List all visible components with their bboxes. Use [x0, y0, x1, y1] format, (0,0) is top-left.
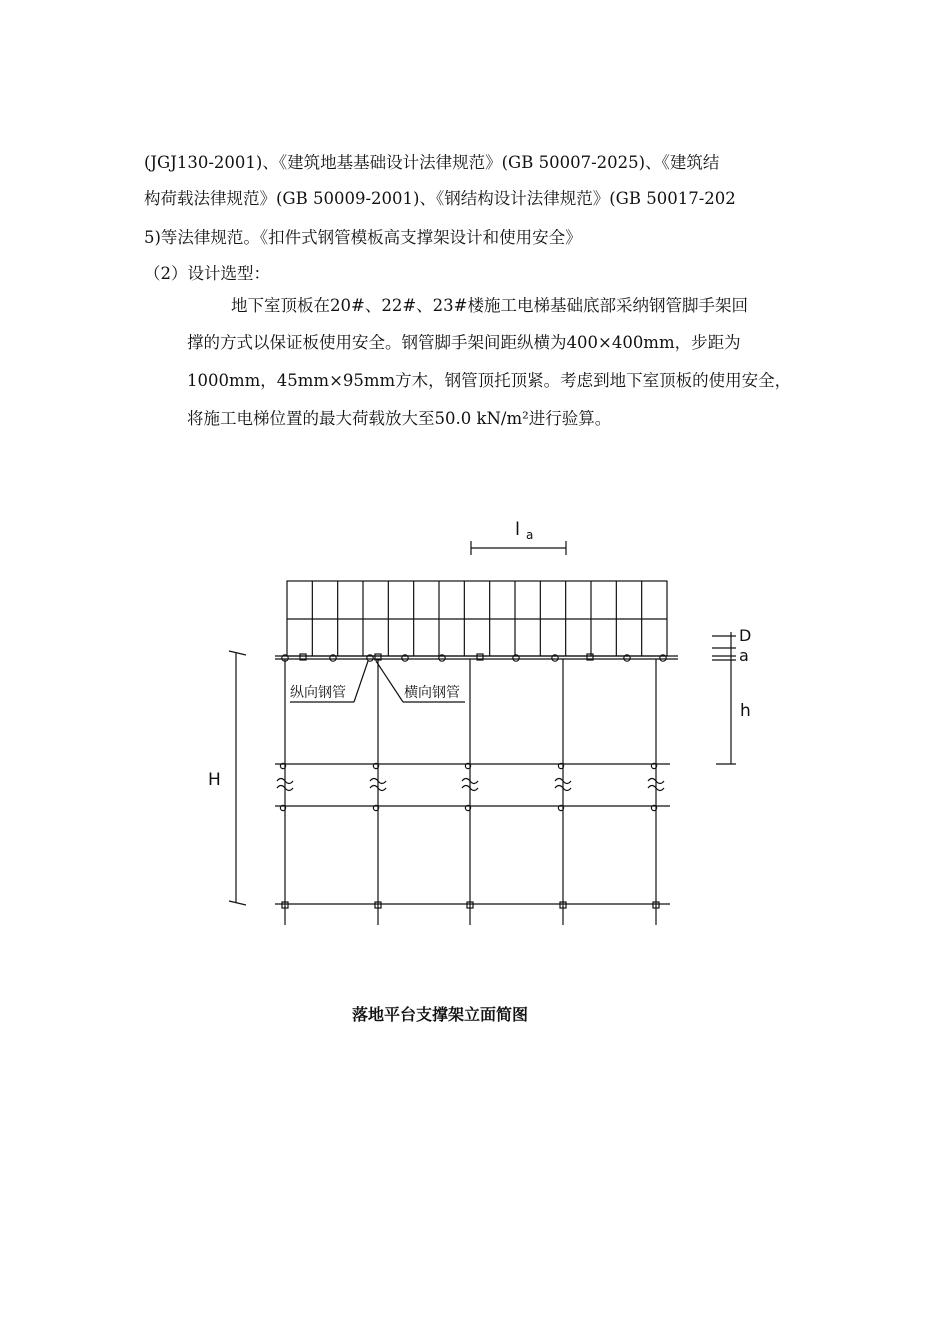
paragraph-line-4: 将施工电梯位置的最大荷载放大至50.0 kN/m²进行验算。 — [187, 409, 612, 428]
label-H: H — [208, 770, 221, 790]
top-couplers — [282, 654, 666, 661]
label-la-subscript: a — [526, 528, 534, 542]
body-line-2: 构荷载法律规范》(GB 50009-2001)、《钢结构设计法律规范》(GB 50017-202 — [144, 189, 736, 208]
paragraph-line-3: 1000mm，45mm×95mm方木，钢管顶托顶紧。考虑到地下室顶板的使用安全， — [187, 371, 792, 390]
label-h: h — [740, 701, 751, 721]
figure-caption: 落地平台支撑架立面简图 — [351, 1005, 528, 1024]
dimension-la — [471, 519, 566, 555]
body-line-3: 5)等法律规范。《扣件式钢管模板高支撑架设计和使用安全》 — [144, 228, 582, 247]
dimension-right — [712, 626, 751, 764]
paragraph-line-1: 地下室顶板在20#、22#、23#楼施工电梯基础底部采纳钢管脚手架回 — [231, 296, 748, 315]
label-a: a — [739, 646, 749, 665]
label-la: l — [515, 519, 521, 540]
label-longitudinal-tube: 纵向钢管 — [290, 685, 346, 701]
dimension-H — [208, 651, 246, 905]
body-line-1: (JGJ130-2001)、《建筑地基基础设计法律规范》(GB 50007-2025)、《建筑结 — [144, 153, 720, 172]
section-heading: （2）设计选型： — [144, 264, 270, 283]
label-transverse-tube: 横向钢管 — [404, 685, 460, 701]
paragraph-line-2: 撑的方式以保证板使用安全。钢管脚手架间距纵横为400×400mm，步距为 — [187, 333, 741, 352]
label-D: D — [739, 626, 752, 645]
load-block-grid — [287, 581, 667, 656]
